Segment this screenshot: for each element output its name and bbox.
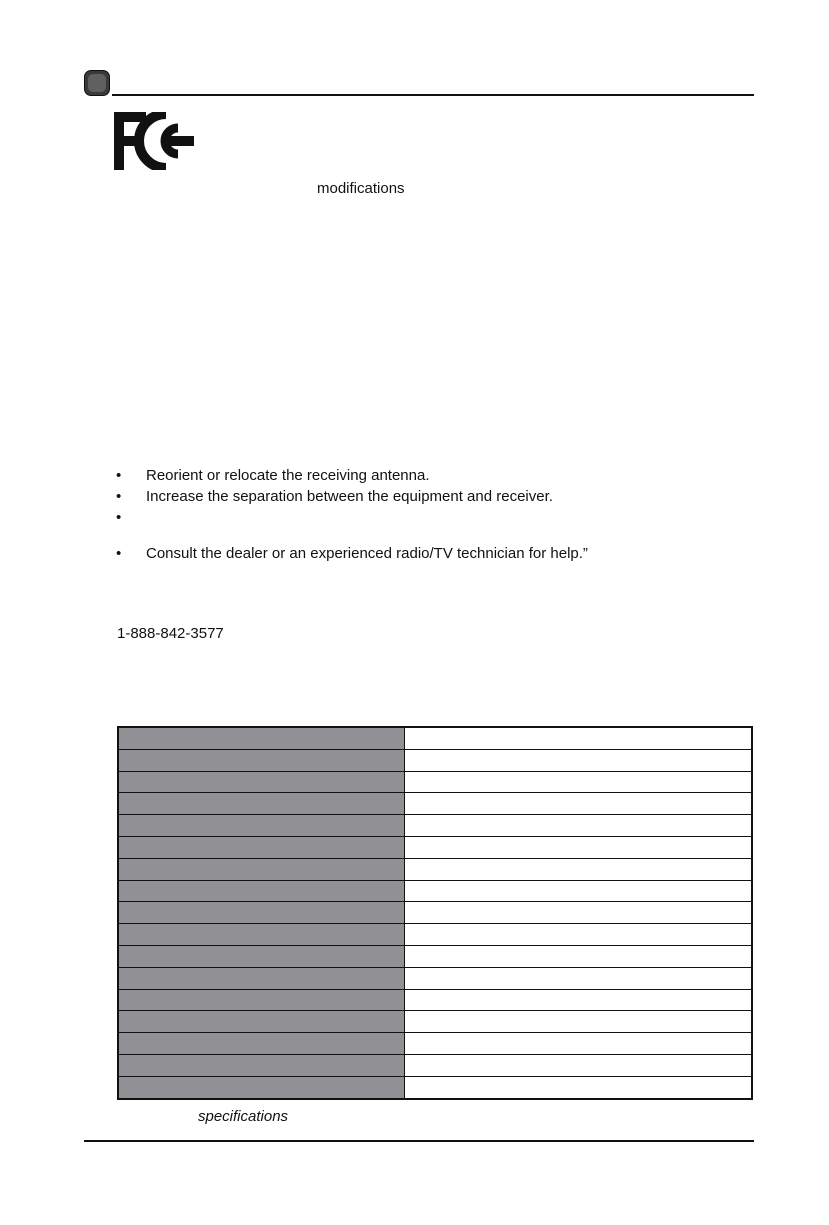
spec-label-cell — [118, 880, 405, 902]
spec-value-cell — [405, 924, 753, 946]
table-row — [118, 1011, 752, 1033]
spec-value-cell — [405, 945, 753, 967]
spec-label-cell — [118, 1054, 405, 1076]
table-row — [118, 727, 752, 749]
spec-label-cell — [118, 771, 405, 793]
table-row — [118, 967, 752, 989]
spec-value-cell — [405, 836, 753, 858]
spec-label-cell — [118, 858, 405, 880]
spec-label-cell — [118, 989, 405, 1011]
list-item — [116, 486, 588, 507]
table-row — [118, 924, 752, 946]
table-row — [118, 945, 752, 967]
list-item — [116, 465, 588, 486]
spec-value-cell — [405, 771, 753, 793]
spec-value-cell — [405, 1033, 753, 1055]
spec-value-cell — [405, 749, 753, 771]
specifications-note: specifications — [198, 1108, 289, 1125]
spec-value-cell — [405, 858, 753, 880]
spec-label-cell — [118, 967, 405, 989]
table-row — [118, 989, 752, 1011]
fcc-logo-icon — [114, 112, 194, 170]
bullet-icon: • — [116, 545, 122, 562]
table-row — [118, 1054, 752, 1076]
modifications-text: modifications — [317, 180, 405, 197]
spec-label-cell — [118, 836, 405, 858]
spec-label-cell — [118, 793, 405, 815]
spec-label-cell — [118, 902, 405, 924]
bullet-icon: • — [116, 509, 122, 526]
table-row — [118, 1076, 752, 1098]
spec-label-cell — [118, 1011, 405, 1033]
spec-label-cell — [118, 945, 405, 967]
phone-number: 1-888-842-3577 — [117, 625, 224, 642]
table-row — [118, 815, 752, 837]
spec-label-cell — [118, 749, 405, 771]
table-row — [118, 793, 752, 815]
page-marker-icon — [84, 70, 110, 96]
spec-value-cell — [405, 1011, 753, 1033]
table-row — [118, 858, 752, 880]
spec-value-cell — [405, 967, 753, 989]
spec-value-cell — [405, 815, 753, 837]
spec-label-cell — [118, 727, 405, 749]
table-row — [118, 749, 752, 771]
spec-value-cell — [405, 989, 753, 1011]
header-rule — [112, 94, 754, 96]
bullet-icon: • — [116, 488, 122, 505]
spec-value-cell — [405, 793, 753, 815]
table-row — [118, 1033, 752, 1055]
spec-label-cell — [118, 924, 405, 946]
list-item-text: Reorient or relocate the receiving antenna. — [146, 467, 430, 484]
spec-value-cell — [405, 727, 753, 749]
bullet-icon: • — [116, 467, 122, 484]
footer-rule — [84, 1140, 754, 1142]
spec-label-cell — [118, 1033, 405, 1055]
table-row — [118, 836, 752, 858]
spec-label-cell — [118, 1076, 405, 1098]
spec-value-cell — [405, 880, 753, 902]
table-row — [118, 880, 752, 902]
specifications-table — [117, 726, 753, 1100]
table-row — [118, 902, 752, 924]
spec-label-cell — [118, 815, 405, 837]
list-item-text: Increase the separation between the equipment and receiver. — [146, 488, 553, 505]
table-row — [118, 771, 752, 793]
spec-value-cell — [405, 902, 753, 924]
list-item — [116, 507, 588, 543]
list-item-text: Consult the dealer or an experienced radio/TV technician for help.” — [146, 545, 588, 562]
spec-value-cell — [405, 1054, 753, 1076]
list-item — [116, 543, 588, 564]
spec-value-cell — [405, 1076, 753, 1098]
interference-measures-list — [116, 465, 588, 564]
